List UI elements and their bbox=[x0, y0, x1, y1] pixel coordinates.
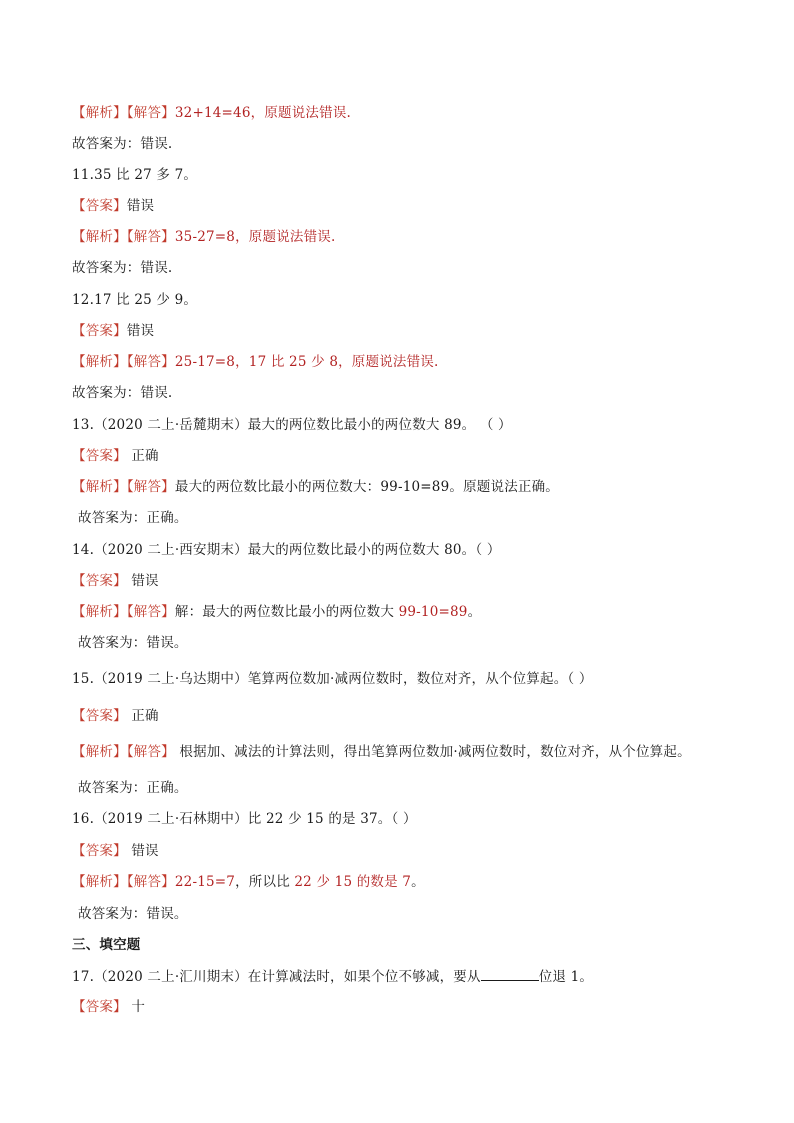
section3-heading-text: 三、填空题 bbox=[72, 937, 141, 953]
q12-conclusion-line bbox=[72, 384, 172, 402]
q14-analysis-line bbox=[72, 603, 481, 621]
q16-analysis-mid: ，所以比 bbox=[235, 874, 295, 890]
q16-conclusion-text: 故答案为：错误。 bbox=[78, 906, 188, 922]
q11-answer: 错误 bbox=[126, 198, 155, 214]
q13-analysis-calc: 99-10=89 bbox=[380, 479, 450, 495]
q17-question bbox=[72, 967, 593, 986]
q13-question-text: 13.（2020 二上·岳麓期末）最大的两位数比最小的两位数大 89。 （ ） bbox=[72, 417, 512, 433]
prev-analysis-line bbox=[72, 104, 351, 122]
q13-analysis-prefix: 最大的两位数比最小的两位数大： bbox=[174, 479, 381, 495]
q15-answer: 正确 bbox=[131, 708, 159, 724]
q13-analysis-tail: 。原题说法正确。 bbox=[449, 479, 559, 495]
analysis-tag: 【解析】 bbox=[72, 105, 127, 121]
q11-analysis-text: 35-27=8，原题说法错误. bbox=[174, 229, 336, 245]
q15-analysis-text: 根据加、减法的计算法则，得出笔算两位数加·减两位数时，数位对齐，从个位算起。 bbox=[179, 744, 691, 760]
prev-conclusion-line bbox=[72, 135, 172, 153]
answer-tag: 【答案】 bbox=[72, 448, 127, 464]
q17-question-before: 17.（2020 二上·汇川期末）在计算减法时，如果个位不够减，要从 bbox=[72, 969, 481, 985]
q16-question bbox=[72, 810, 417, 828]
q11-question bbox=[72, 166, 197, 184]
answer-tag: 【答案】 bbox=[72, 843, 127, 859]
prev-conclusion-text: 故答案为：错误. bbox=[72, 136, 173, 152]
q16-answer: 错误 bbox=[131, 843, 159, 859]
q17-fill-blank[interactable] bbox=[481, 967, 539, 981]
q12-answer-line bbox=[72, 322, 154, 340]
q13-answer: 正确 bbox=[131, 448, 159, 464]
q17-answer-line bbox=[72, 998, 145, 1016]
q11-conclusion-line bbox=[72, 259, 172, 277]
answer-tag: 【答案】 bbox=[72, 198, 127, 214]
prev-analysis-text: 32+14=46，原题说法错误. bbox=[174, 105, 352, 121]
q15-conclusion-line bbox=[78, 779, 188, 797]
q15-question-text: 15.（2019 二上·乌达期中）笔算两位数加·减两位数时，数位对齐，从个位算起。（ ） bbox=[72, 671, 593, 687]
answer-tag: 【答案】 bbox=[72, 708, 127, 724]
q13-answer-line bbox=[72, 447, 159, 465]
solution-tag: 【解答】 bbox=[126, 229, 175, 245]
q12-analysis-tail: ，原题说法错误. bbox=[338, 354, 439, 370]
q12-answer: 错误 bbox=[126, 323, 155, 339]
q16-analysis-line bbox=[72, 873, 425, 891]
q12-analysis-red: 25-17=8，17 比 25 少 8 bbox=[174, 354, 339, 370]
analysis-tag: 【解析】 bbox=[72, 354, 127, 370]
analysis-tag: 【解析】 bbox=[72, 874, 127, 890]
q15-question bbox=[72, 670, 593, 688]
q11-answer-line bbox=[72, 197, 154, 215]
q14-conclusion-text: 故答案为：错误。 bbox=[78, 635, 188, 651]
q17-question-after: 位退 1。 bbox=[538, 969, 594, 985]
solution-tag: 【解答】 bbox=[126, 354, 175, 370]
solution-tag: 【解答】 bbox=[126, 604, 175, 620]
q16-analysis-red2: 22 少 15 的数是 7 bbox=[294, 874, 412, 890]
q14-answer-line bbox=[72, 572, 159, 590]
q16-answer-line bbox=[72, 842, 159, 860]
analysis-tag: 【解析】 bbox=[72, 479, 127, 495]
q13-conclusion-text: 故答案为：正确。 bbox=[78, 510, 188, 526]
q13-question bbox=[72, 416, 512, 434]
q13-analysis-line bbox=[72, 478, 559, 496]
q15-answer-line bbox=[72, 707, 159, 725]
q15-analysis-line bbox=[72, 743, 691, 761]
q17-answer: 十 bbox=[131, 999, 146, 1015]
q14-question bbox=[72, 541, 501, 559]
section-heading bbox=[72, 936, 141, 954]
q14-analysis-prefix: 解：最大的两位数比最小的两位数大 bbox=[174, 604, 399, 620]
q16-conclusion-line bbox=[78, 905, 188, 923]
q14-analysis-tail: 。 bbox=[467, 604, 482, 620]
q15-conclusion-text: 故答案为：正确。 bbox=[78, 780, 188, 796]
solution-tag: 【解答】 bbox=[126, 479, 175, 495]
answer-tag: 【答案】 bbox=[72, 573, 127, 589]
q11-question-text: 11.35 比 27 多 7。 bbox=[72, 167, 198, 183]
answer-tag: 【答案】 bbox=[72, 999, 127, 1015]
analysis-tag: 【解析】 bbox=[72, 229, 127, 245]
q12-conclusion-text: 故答案为：错误. bbox=[72, 385, 173, 401]
q16-question-text: 16.（2019 二上·石林期中）比 22 少 15 的是 37。（ ） bbox=[72, 811, 417, 827]
solution-tag: 【解答】 bbox=[126, 874, 175, 890]
analysis-tag: 【解析】 bbox=[72, 604, 127, 620]
q14-question-text: 14.（2020 二上·西安期末）最大的两位数比最小的两位数大 80。（ ） bbox=[72, 542, 501, 558]
q13-conclusion-line bbox=[78, 509, 188, 527]
analysis-tag: 【解析】 bbox=[72, 744, 127, 760]
answer-tag: 【答案】 bbox=[72, 323, 127, 339]
q16-analysis-red: 22-15=7 bbox=[174, 874, 236, 890]
q14-conclusion-line bbox=[78, 634, 188, 652]
q12-question bbox=[72, 291, 197, 309]
solution-tag: 【解答】 bbox=[126, 744, 175, 760]
q11-conclusion-text: 故答案为：错误. bbox=[72, 260, 173, 276]
q14-answer: 错误 bbox=[131, 573, 159, 589]
solution-tag: 【解答】 bbox=[126, 105, 175, 121]
q12-analysis-line bbox=[72, 353, 439, 371]
q11-analysis-line bbox=[72, 228, 336, 246]
q12-question-text: 12.17 比 25 少 9。 bbox=[72, 292, 198, 308]
q14-analysis-calc: 99-10=89 bbox=[398, 604, 468, 620]
q16-analysis-tail: 。 bbox=[411, 874, 425, 890]
